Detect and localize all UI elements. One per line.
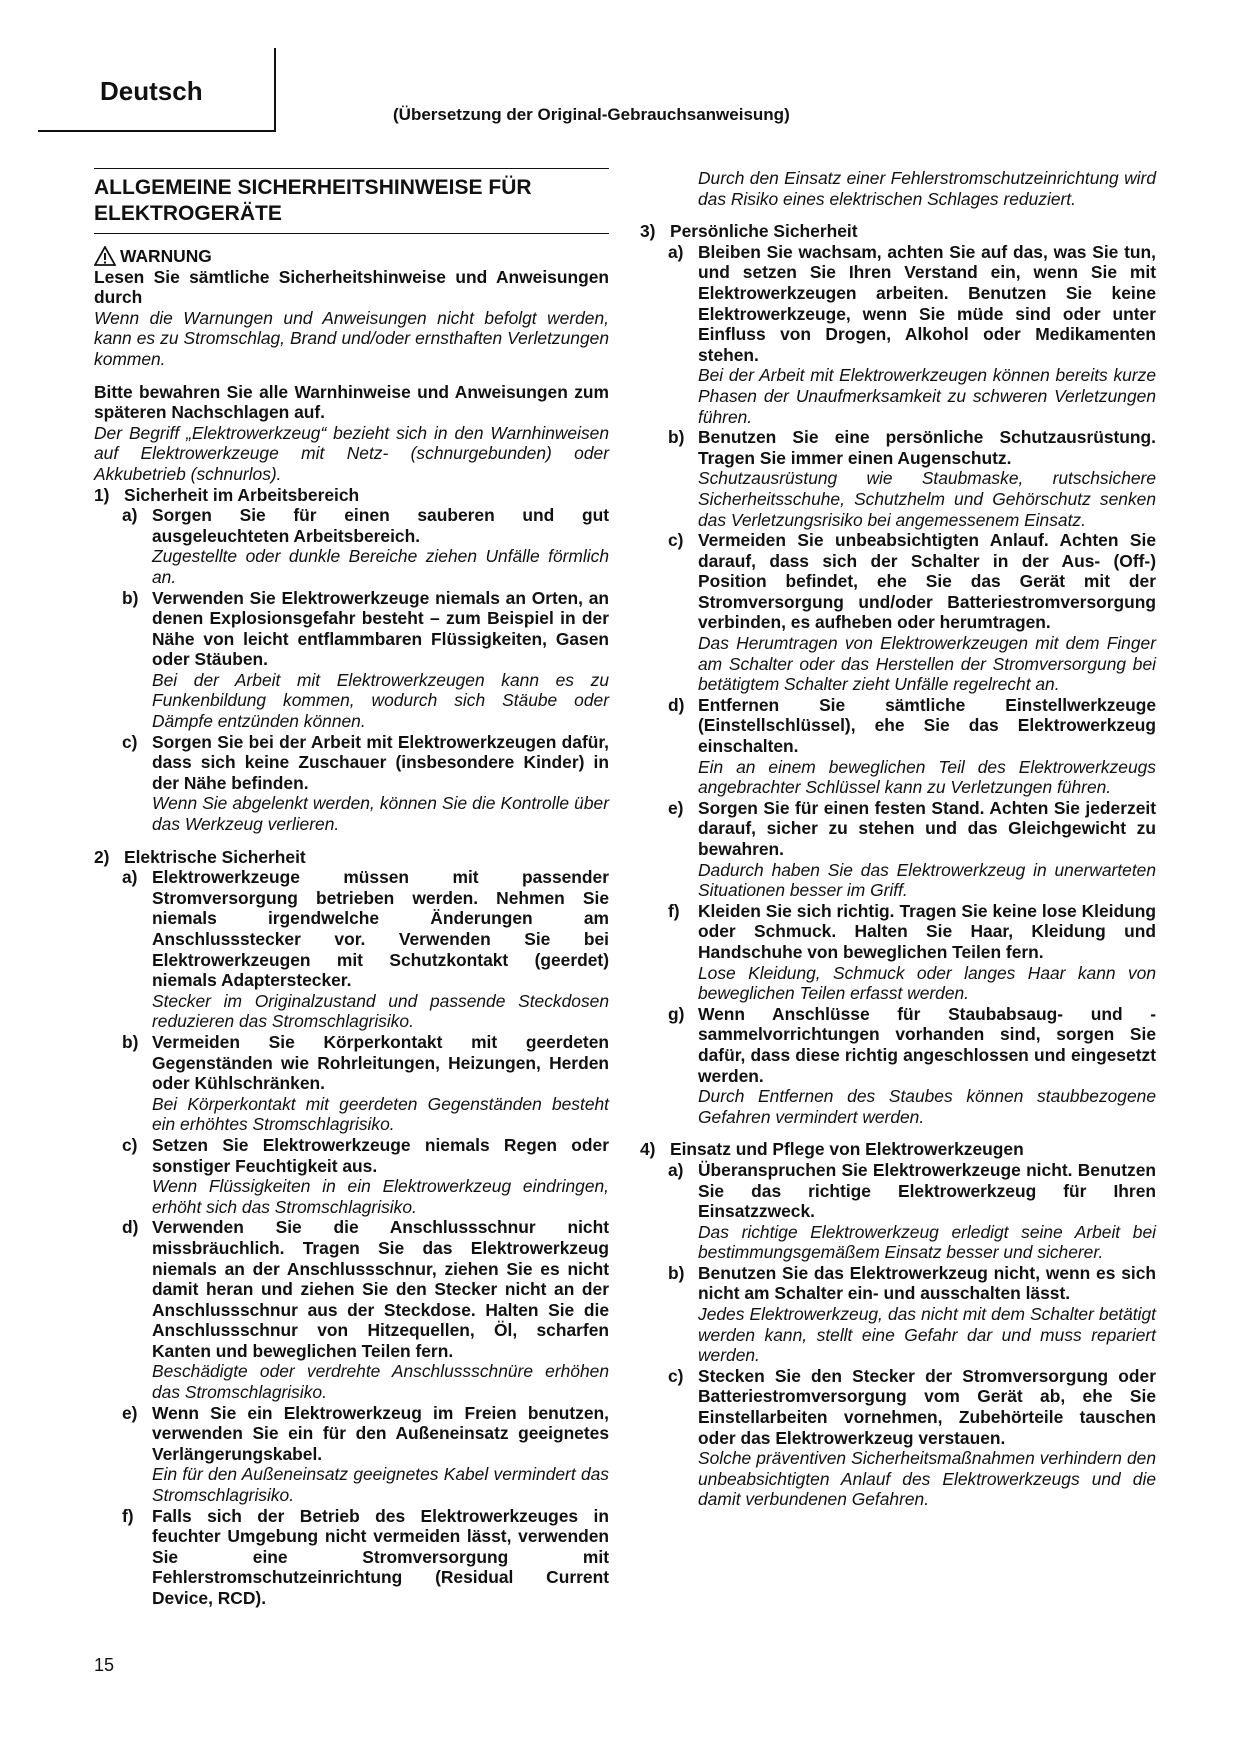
item-explanation: Wenn Flüssigkeiten in ein Elektrowerkzeug eindringen, erhöht sich das Stromschlagrisiko. xyxy=(152,1176,609,1217)
item-rule: Setzen Sie Elektrowerkzeuge niemals Regen oder sonstiger Feuchtigkeit aus. xyxy=(152,1134,609,1176)
item-marker: a) xyxy=(122,867,138,888)
item-marker: c) xyxy=(122,1134,138,1155)
section-heading: Persönliche Sicherheit xyxy=(670,221,858,242)
item-explanation: Durch den Einsatz einer Fehlerstromschutzeinrichtung wird das Risiko eines elektrischen Schlages reduziert. xyxy=(698,168,1156,209)
item-rule: Sorgen Sie für einen sauberen und gut ausgeleuchteten Arbeitsbereich. xyxy=(152,505,609,546)
section-4 xyxy=(640,1139,1156,1510)
section-2 xyxy=(94,847,609,1609)
item-explanation: Ein an einem beweglichen Teil des Elektrowerkzeugs angebrachter Schlüssel kann zu Verletzungen führen. xyxy=(698,756,1156,798)
section-title: ALLGEMEINE SICHERHEITSHINWEISE FÜR ELEKTROGERÄTE xyxy=(94,168,609,234)
keep-instructions: Bitte bewahren Sie alle Warnhinweise und Anweisungen zum späteren Nachschlagen auf. xyxy=(94,381,609,423)
item-explanation: Dadurch haben Sie das Elektrowerkzeug in unerwarteten Situationen besser im Griff. xyxy=(698,859,1156,901)
item-rule: Falls sich der Betrieb des Elektrowerkzeuges in feuchter Umgebung nicht vermeiden lässt, verwenden Sie eine Stromversorgung mit Fehlerstromschutzeinrichtung (Residual Current Device, RCD). xyxy=(152,1505,609,1608)
page-number: 15 xyxy=(94,1655,115,1675)
item-rule: Elektrowerkzeuge müssen mit passender Stromversorgung betrieben werden. Nehmen Sie niemals irgendwelche Änderungen am Anschlussstecker vor. Verwenden Sie bei Elektrowerkzeugen mit Schutzkontakt (geerdet) niemals Adapterstecker. xyxy=(152,867,609,991)
item-marker: d) xyxy=(122,1217,139,1238)
item-marker: a) xyxy=(122,505,138,526)
item-rule: Bleiben Sie wachsam, achten Sie auf das, was Sie tun, und setzen Sie Ihren Verstand ein, wenn Sie mit Elektrowerkzeugen arbeiten. Benutzen Sie keine Elektrowerkzeuge, wenn Sie müde sind oder unter Einfluss von Drogen, Alkohol oder Medikamenten stehen. xyxy=(698,241,1156,365)
item-marker: b) xyxy=(668,427,685,448)
item-rule: Wenn Sie ein Elektrowerkzeug im Freien benutzen, verwenden Sie ein für den Außeneinsatz geeignetes Verlängerungskabel. xyxy=(152,1402,609,1464)
warning-instruction: Lesen Sie sämtliche Sicherheitshinweise und Anweisungen durch xyxy=(94,266,609,308)
section-number: 2) xyxy=(94,846,110,867)
item-explanation: Jedes Elektrowerkzeug, das nicht mit dem Schalter betätigt werden kann, stellt eine Gefahr dar und muss repariert werden. xyxy=(698,1304,1156,1366)
item-rule: Kleiden Sie sich richtig. Tragen Sie keine lose Kleidung oder Schmuck. Halten Sie Haar, Kleidung und Handschuhe von beweglichen Teilen fern. xyxy=(698,900,1156,962)
item-rule: Sorgen Sie bei der Arbeit mit Elektrowerkzeugen dafür, dass sich keine Zuschauer (insbesondere Kinder) in der Nähe befinden. xyxy=(152,731,609,793)
item-marker: a) xyxy=(668,241,684,262)
section-1 xyxy=(94,485,609,835)
section-number: 3) xyxy=(640,221,656,242)
item-explanation: Ein für den Außeneinsatz geeignetes Kabel vermindert das Stromschlagrisiko. xyxy=(152,1464,609,1506)
item-rule: Vermeiden Sie Körperkontakt mit geerdeten Gegenständen wie Rohrleitungen, Heizungen, Herden oder Kühlschränken. xyxy=(152,1031,609,1094)
item-explanation: Das richtige Elektrowerkzeug erledigt seine Arbeit bei bestimmungsgemäßem Einsatz besser und sicherer. xyxy=(698,1221,1156,1263)
item-explanation: Schutzausrüstung wie Staubmaske, rutschsichere Sicherheitsschuhe, Schutzhelm und Gehörschutz senken das Verletzungsrisiko bei angemessenem Einsatz. xyxy=(698,468,1156,530)
item-explanation: Bei der Arbeit mit Elektrowerkzeugen kann es zu Funkenbildung kommen, wodurch sich Stäube oder Dämpfe entzünden können. xyxy=(152,669,609,732)
section-heading: Einsatz und Pflege von Elektrowerkzeugen xyxy=(670,1139,1024,1160)
section-heading: Elektrische Sicherheit xyxy=(124,846,306,867)
warning-consequence: Wenn die Warnungen und Anweisungen nicht befolgt werden, kann es zu Stromschlag, Brand und/oder ernsthaften Verletzungen kommen. xyxy=(94,307,609,369)
warning-triangle-icon xyxy=(94,246,116,266)
item-marker: b) xyxy=(668,1262,685,1283)
item-rule: Verwenden Sie die Anschlussschnur nicht missbräuchlich. Tragen Sie das Elektrowerkzeug niemals an der Anschlussschnur, ziehen Sie es nicht damit heran und ziehen Sie den Stecker nicht an der Anschlussschnur aus der Steckdose. Halten Sie die Anschlussschnur von Hitzequellen, Öl, scharfen Kanten und beweglichen Teilen fern. xyxy=(152,1217,609,1361)
item-explanation: Bei Körperkontakt mit geerdeten Gegenständen besteht ein erhöhtes Stromschlagrisiko. xyxy=(152,1093,609,1135)
item-explanation: Beschädigte oder verdrehte Anschlussschnüre erhöhen das Stromschlagrisiko. xyxy=(152,1361,609,1403)
warning-heading xyxy=(94,246,609,267)
item-rule: Überanspruchen Sie Elektrowerkzeuge nicht. Benutzen Sie das richtige Elektrowerkzeug für Ihren Einsatzzweck. xyxy=(698,1159,1156,1222)
item-marker: c) xyxy=(668,1365,684,1386)
item-marker: b) xyxy=(122,1031,139,1052)
item-rule: Entfernen Sie sämtliche Einstellwerkzeuge (Einstellschlüssel), ehe Sie das Elektrowerkzeug einschalten. xyxy=(698,694,1156,757)
section-3 xyxy=(640,221,1156,1127)
item-marker: e) xyxy=(122,1402,138,1423)
item-marker: f) xyxy=(122,1505,134,1526)
item-explanation: Zugestellte oder dunkle Bereiche ziehen Unfälle förmlich an. xyxy=(152,546,609,587)
item-rule: Verwenden Sie Elektrowerkzeuge niemals an Orten, an denen Explosionsgefahr besteht – zum Beispiel in der Nähe von leicht entflammbaren Flüssigkeiten, Gasen oder Stäuben. xyxy=(152,587,609,670)
section-number: 4) xyxy=(640,1139,656,1160)
warning-label: WARNUNG xyxy=(120,246,212,266)
item-marker: e) xyxy=(668,797,684,818)
item-explanation: Wenn Sie abgelenkt werden, können Sie die Kontrolle über das Werkzeug verlieren. xyxy=(152,793,609,835)
item-explanation: Lose Kleidung, Schmuck oder langes Haar kann von beweglichen Teilen erfasst werden. xyxy=(698,962,1156,1004)
item-explanation: Bei der Arbeit mit Elektrowerkzeugen können bereits kurze Phasen der Unaufmerksamkeit zu schweren Verletzungen führen. xyxy=(698,365,1156,427)
translation-subtitle: (Übersetzung der Original-Gebrauchsanweisung) xyxy=(393,105,790,124)
item-rule: Benutzen Sie das Elektrowerkzeug nicht, wenn es sich nicht am Schalter ein- und ausschalten lässt. xyxy=(698,1262,1156,1304)
item-explanation: Stecker im Originalzustand und passende Steckdosen reduzieren das Stromschlagrisiko. xyxy=(152,990,609,1032)
item-explanation: Durch Entfernen des Staubes können staubbezogene Gefahren vermindert werden. xyxy=(698,1086,1156,1127)
item-marker: c) xyxy=(122,731,138,752)
item-marker: g) xyxy=(668,1003,685,1024)
item-explanation: Das Herumtragen von Elektrowerkzeugen mit dem Finger am Schalter oder das Herstellen der Stromversorgung bei betätigtem Schalter zieht Unfälle regelrecht an. xyxy=(698,633,1156,695)
item-marker: b) xyxy=(122,587,139,608)
left-column xyxy=(94,168,609,1609)
item-rule: Wenn Anschlüsse für Staubabsaug- und - sammelvorrichtungen vorhanden sind, sorgen Sie dafür, dass diese richtig angeschlossen und eingesetzt werden. xyxy=(698,1003,1156,1086)
item-marker: f) xyxy=(668,900,680,921)
item-marker: a) xyxy=(668,1159,684,1180)
item-rule: Benutzen Sie eine persönliche Schutzausrüstung. Tragen Sie immer einen Augenschutz. xyxy=(698,427,1156,468)
item-marker: d) xyxy=(668,694,685,715)
right-column xyxy=(640,168,1156,1510)
item-rule: Sorgen Sie für einen festen Stand. Achten Sie jederzeit darauf, sicher zu stehen und das Gleichgewicht zu bewahren. xyxy=(698,797,1156,859)
language-label: Deutsch xyxy=(100,76,203,106)
item-explanation: Solche präventiven Sicherheitsmaßnahmen verhindern den unbeabsichtigten Anlauf des Elektrowerkzeugs und die damit verbundenen Gefahren. xyxy=(698,1448,1156,1510)
term-definition: Der Begriff „Elektrowerkzeug“ bezieht sich in den Warnhinweisen auf Elektrowerkzeuge mit Netz- (schnurgebunden) oder Akkubetrieb (schnurlos). xyxy=(94,422,609,484)
section-number: 1) xyxy=(94,484,110,505)
section-heading: Sicherheit im Arbeitsbereich xyxy=(124,484,360,505)
item-rule: Stecken Sie den Stecker der Stromversorgung oder Batteriestromversorgung vom Gerät ab, ehe Sie Einstellarbeiten vornehmen, Zubehörteile tauschen oder das Elektrowerkzeug verstauen. xyxy=(698,1365,1156,1448)
item-marker: c) xyxy=(668,530,684,551)
item-rule: Vermeiden Sie unbeabsichtigten Anlauf. Achten Sie darauf, dass sich der Schalter in der Aus- (Off-) Position befindet, ehe Sie das Gerät mit der Stromversorgung und/oder Batteriestromversorgung verbinden, es aufheben oder herumtragen. xyxy=(698,530,1156,633)
